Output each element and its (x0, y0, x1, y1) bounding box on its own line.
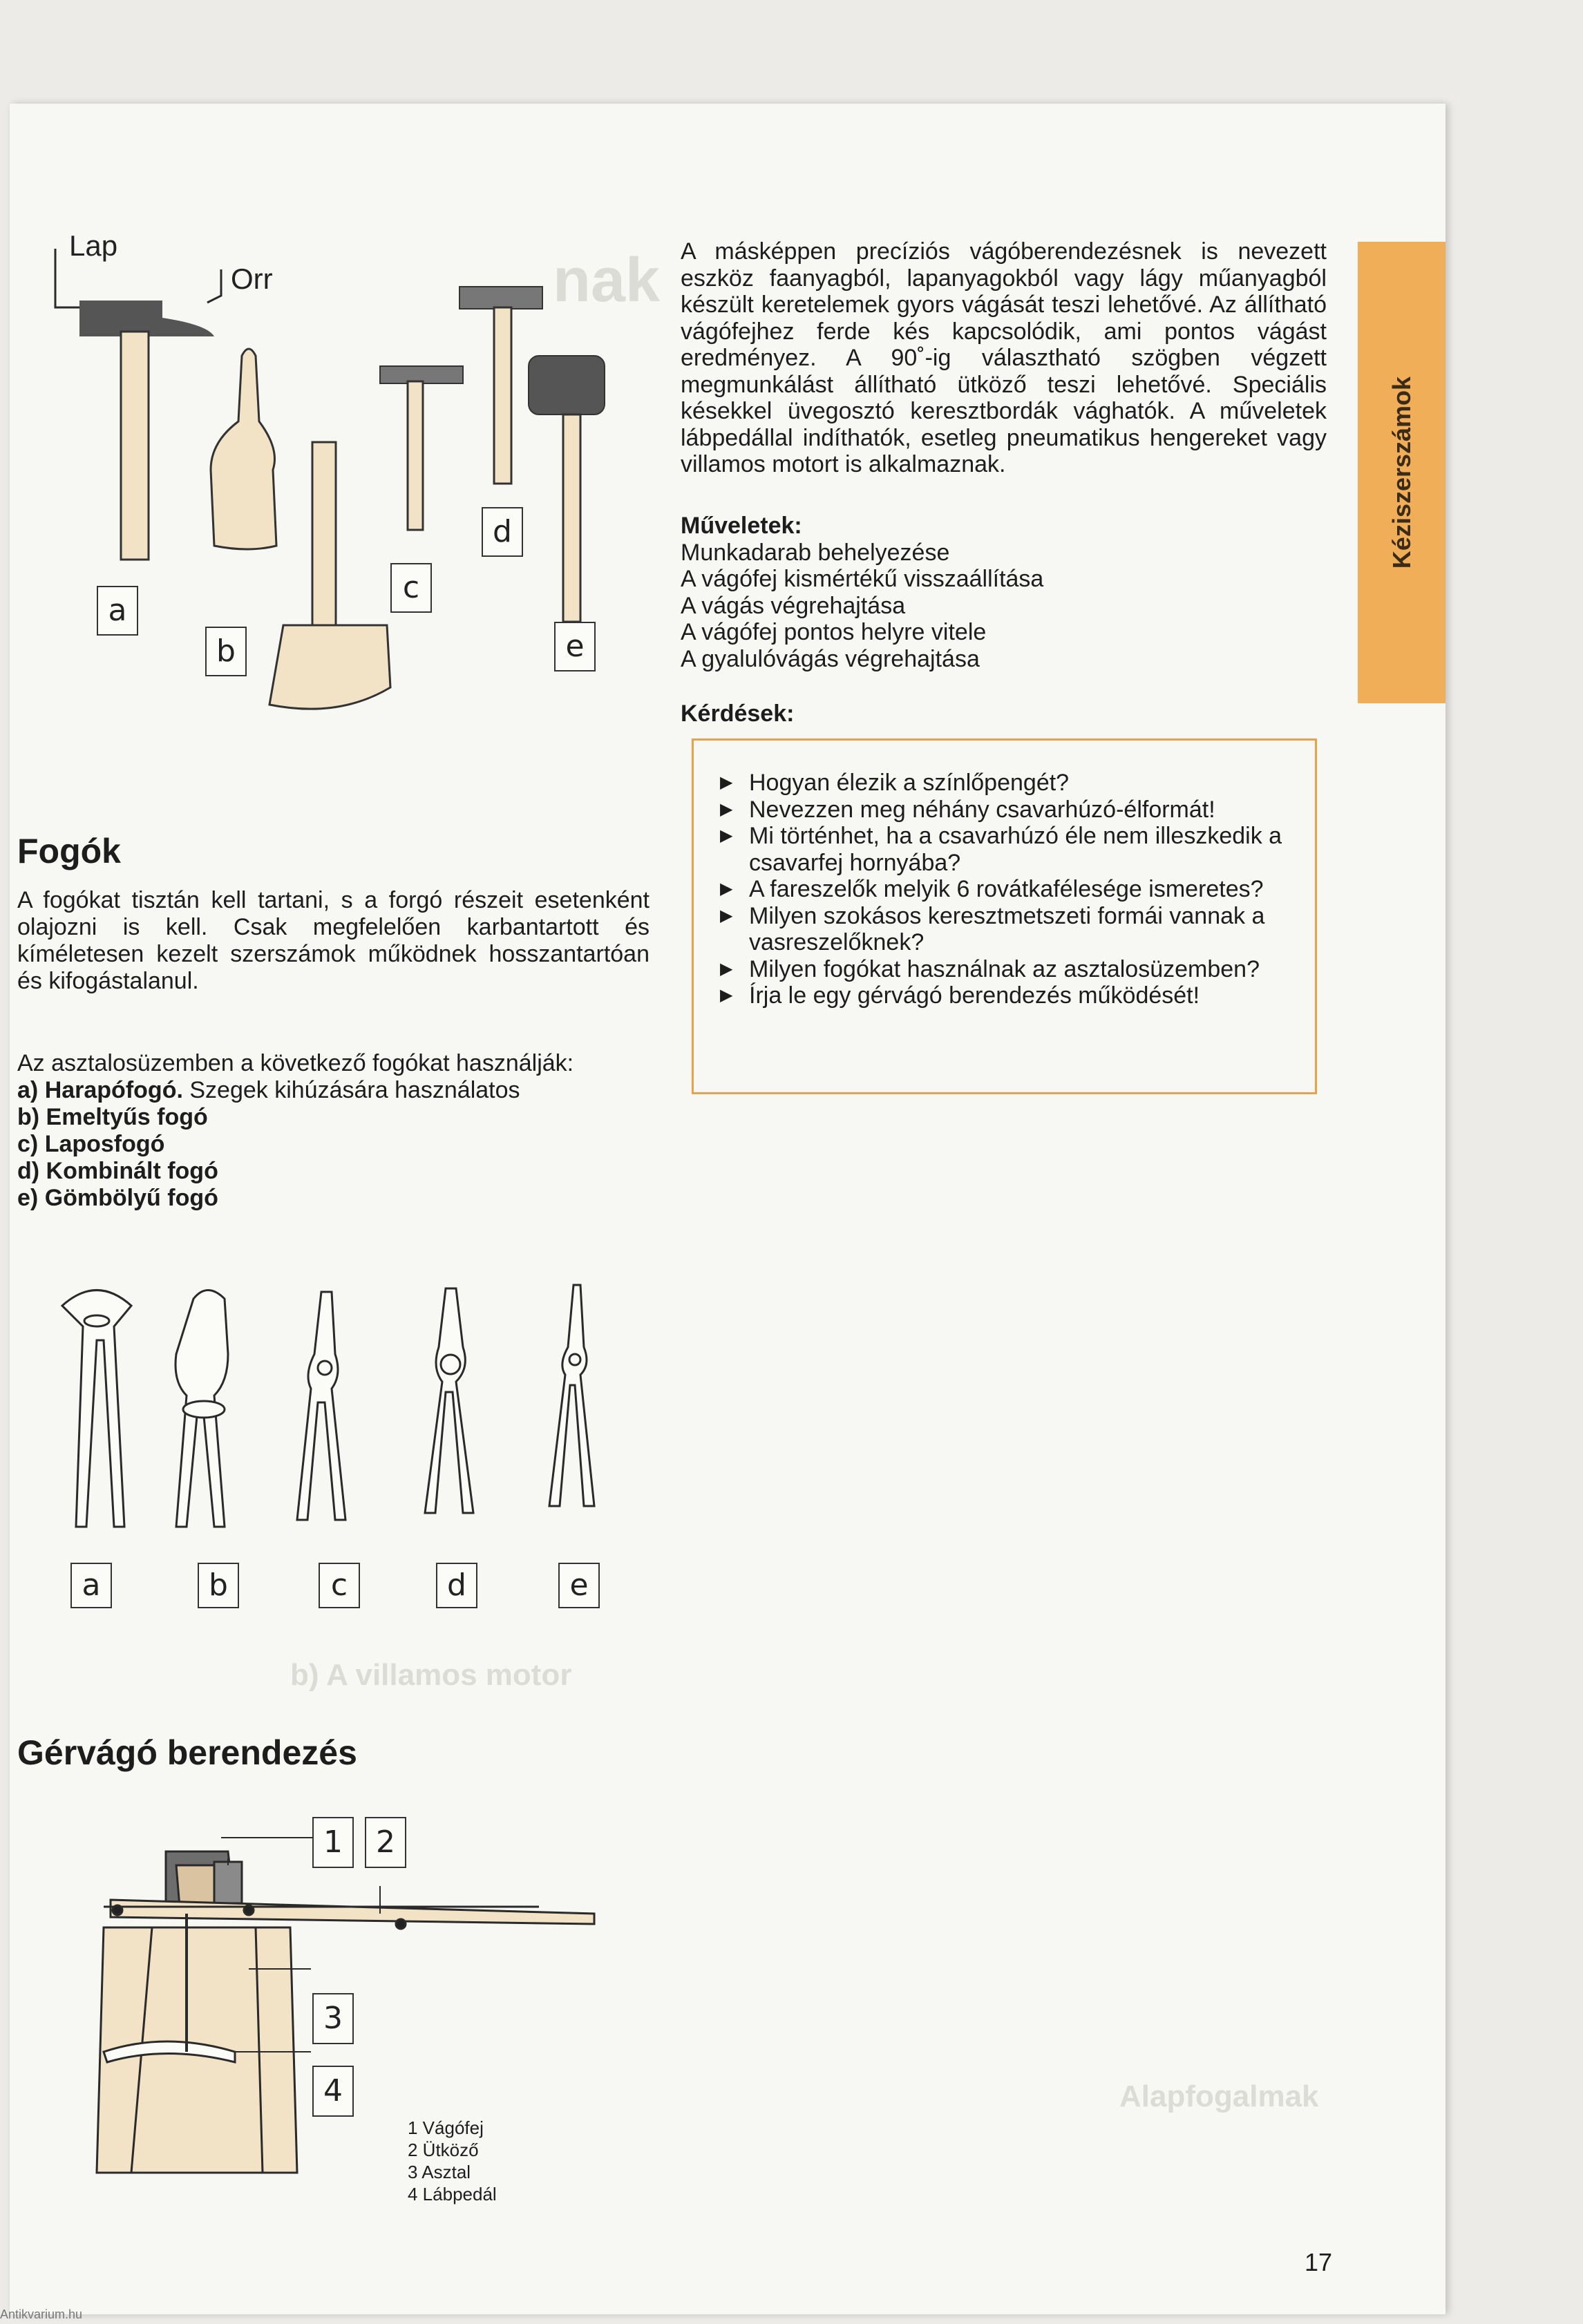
fogo-name: Harapófogó. (44, 1077, 183, 1103)
gervago-heading: Gérvágó berendezés (17, 1733, 357, 1772)
hammer-letter-c: c (390, 563, 432, 613)
operation-item: A vágás végrehajtása (681, 592, 906, 619)
question-item (720, 982, 1301, 1009)
fogo-list-item (17, 1185, 650, 1212)
legend-item: 1 Vágófej (408, 2117, 484, 2138)
pliers-letter-c: c (319, 1563, 360, 1608)
fogo-prefix: b) (17, 1104, 40, 1130)
hammer-letter-e: e (554, 622, 596, 672)
hammers-illustration (41, 221, 615, 718)
fogo-prefix: d) (17, 1158, 40, 1184)
fogo-list-item (17, 1131, 650, 1158)
callout-4: 4 (312, 2066, 354, 2117)
question-text: Milyen szokásos keresztmetszeti formái vannak a vasreszelőknek? (749, 902, 1265, 955)
intro-paragraph: A másképpen precíziós vágóberendezésnek is nevezett eszköz faanyagból, lapanyagokból vagy lágy műanyagból készült keretelemek gyors vágását teszi lehetővé. Az állítható vágófejhez ferde kés kapcsolódik, ami pontos vágást eredményez. A 90˚-ig választható szögben végzett megmunkálást állítható ütköző teszi lehetővé. Speciális késekkel üvegosztó keresztbordák vághatók. A műveletek lábpedállal indíthatók, esetleg pneumatikus hengereket vagy villamos motort is alkalmaznak. (681, 238, 1327, 477)
legend-item: 3 Asztal (408, 2162, 471, 2182)
hammer-c-icon (269, 442, 390, 709)
fogo-prefix: a) (17, 1077, 39, 1103)
hammer-a-icon (79, 301, 214, 560)
hammer-letter-d: d (482, 507, 523, 557)
watermark: Antikvarium.hu (0, 2307, 83, 2321)
question-item (720, 770, 1301, 797)
gervago-legend (408, 2117, 497, 2205)
pliers-letter-e: e (558, 1563, 600, 1608)
operation-item: A vágófej pontos helyre vitele (681, 619, 987, 645)
hammer-part-label-lap: Lap (69, 229, 118, 262)
flat-nose-pliers-c-icon (297, 1292, 345, 1520)
callout-3: 3 (312, 1993, 354, 2044)
page-number: 17 (1305, 2248, 1333, 2276)
fogo-name: Emeltyűs fogó (46, 1104, 208, 1130)
question-text: Milyen fogókat használnak az asztalosüzemben? (749, 955, 1260, 982)
fogo-prefix: e) (17, 1185, 39, 1211)
fogo-list-item (17, 1077, 650, 1104)
bullet-icon: ▶ (720, 826, 733, 845)
fogok-list-intro: Az asztalosüzemben a következő fogókat használják: (17, 1050, 574, 1076)
hammer-part-label-orr: Orr (231, 263, 273, 295)
questions-box (692, 739, 1317, 1094)
question-text: Mi történhet, ha a csavarhúzó éle nem illeszkedik a csavarfej hornyába? (749, 823, 1282, 876)
fogok-heading: Fogók (17, 832, 121, 870)
bullet-icon: ▶ (720, 773, 733, 792)
fogok-list (17, 1077, 650, 1212)
mallet-e-icon (529, 356, 605, 622)
mallet-b-icon (211, 349, 276, 549)
hammer-small-icon (380, 366, 463, 530)
operations-section (681, 513, 1327, 672)
pliers-letter-d: d (436, 1563, 477, 1608)
fogok-paragraph: A fogókat tisztán kell tartani, s a forgó részeit esetenként olajozni is kell. Csak megfelelően karbantartott és kíméletesen kezelt szerszámok működnek hosszantartóan és kifogástalanul. (17, 887, 650, 994)
question-text: Nevezzen meg néhány csavarhúzó-élformát! (749, 796, 1215, 823)
end-cutter-b-icon (176, 1290, 228, 1527)
round-nose-pliers-e-icon (549, 1285, 594, 1506)
chapter-side-tab (1358, 242, 1445, 703)
legend-item: 4 Lábpedál (408, 2184, 497, 2204)
bullet-icon: ▶ (720, 906, 733, 925)
question-item (720, 823, 1301, 876)
bullet-icon: ▶ (720, 986, 733, 1004)
question-text: Hogyan élezik a színlőpengét? (749, 770, 1070, 796)
bullet-icon: ▶ (720, 959, 733, 978)
chapter-side-tab-label: Kéziszerszámok (1387, 376, 1416, 569)
question-item (720, 797, 1301, 823)
combination-pliers-d-icon (425, 1288, 473, 1513)
questions-heading: Kérdések: (681, 701, 795, 727)
callout-2: 2 (365, 1817, 406, 1868)
operation-item: A gyalulóvágás végrehajtása (681, 645, 980, 672)
fogo-list-item (17, 1104, 650, 1131)
hammer-letter-a: a (97, 586, 138, 636)
pliers-illustration (48, 1278, 615, 1541)
question-text: A fareszelők melyik 6 rovátkafélesége ismeretes? (749, 876, 1264, 902)
question-text: Írja le egy gérvágó berendezés működését! (749, 982, 1200, 1009)
operations-heading: Műveletek: (681, 513, 802, 539)
fogo-note: Szegek kihúzására használatos (189, 1077, 520, 1103)
pincers-a-icon (62, 1290, 131, 1527)
show-through-text: b) A villamos motor (290, 1658, 572, 1692)
pliers-letter-a: a (70, 1563, 112, 1608)
bullet-icon: ▶ (720, 799, 733, 819)
fogo-name: Gömbölyű fogó (44, 1185, 218, 1211)
pliers-letter-b: b (198, 1563, 239, 1608)
legend-item: 2 Ütköző (408, 2140, 479, 2160)
hammer-letter-b: b (205, 627, 247, 676)
question-item (720, 903, 1301, 956)
fogo-name: Kombinált fogó (46, 1158, 218, 1184)
question-item (720, 876, 1301, 903)
callout-1: 1 (312, 1817, 354, 1868)
fogo-list-item (17, 1158, 650, 1185)
question-item (720, 956, 1301, 983)
show-through-text: nak (553, 246, 661, 315)
show-through-text: Alapfogalmak (1119, 2079, 1319, 2113)
fogo-prefix: c) (17, 1131, 39, 1157)
operation-item: A vágófej kismértékű visszaállítása (681, 566, 1044, 592)
fogo-name: Laposfogó (44, 1131, 165, 1157)
operation-item: Munkadarab behelyezése (681, 539, 950, 566)
bullet-icon: ▶ (720, 879, 733, 898)
